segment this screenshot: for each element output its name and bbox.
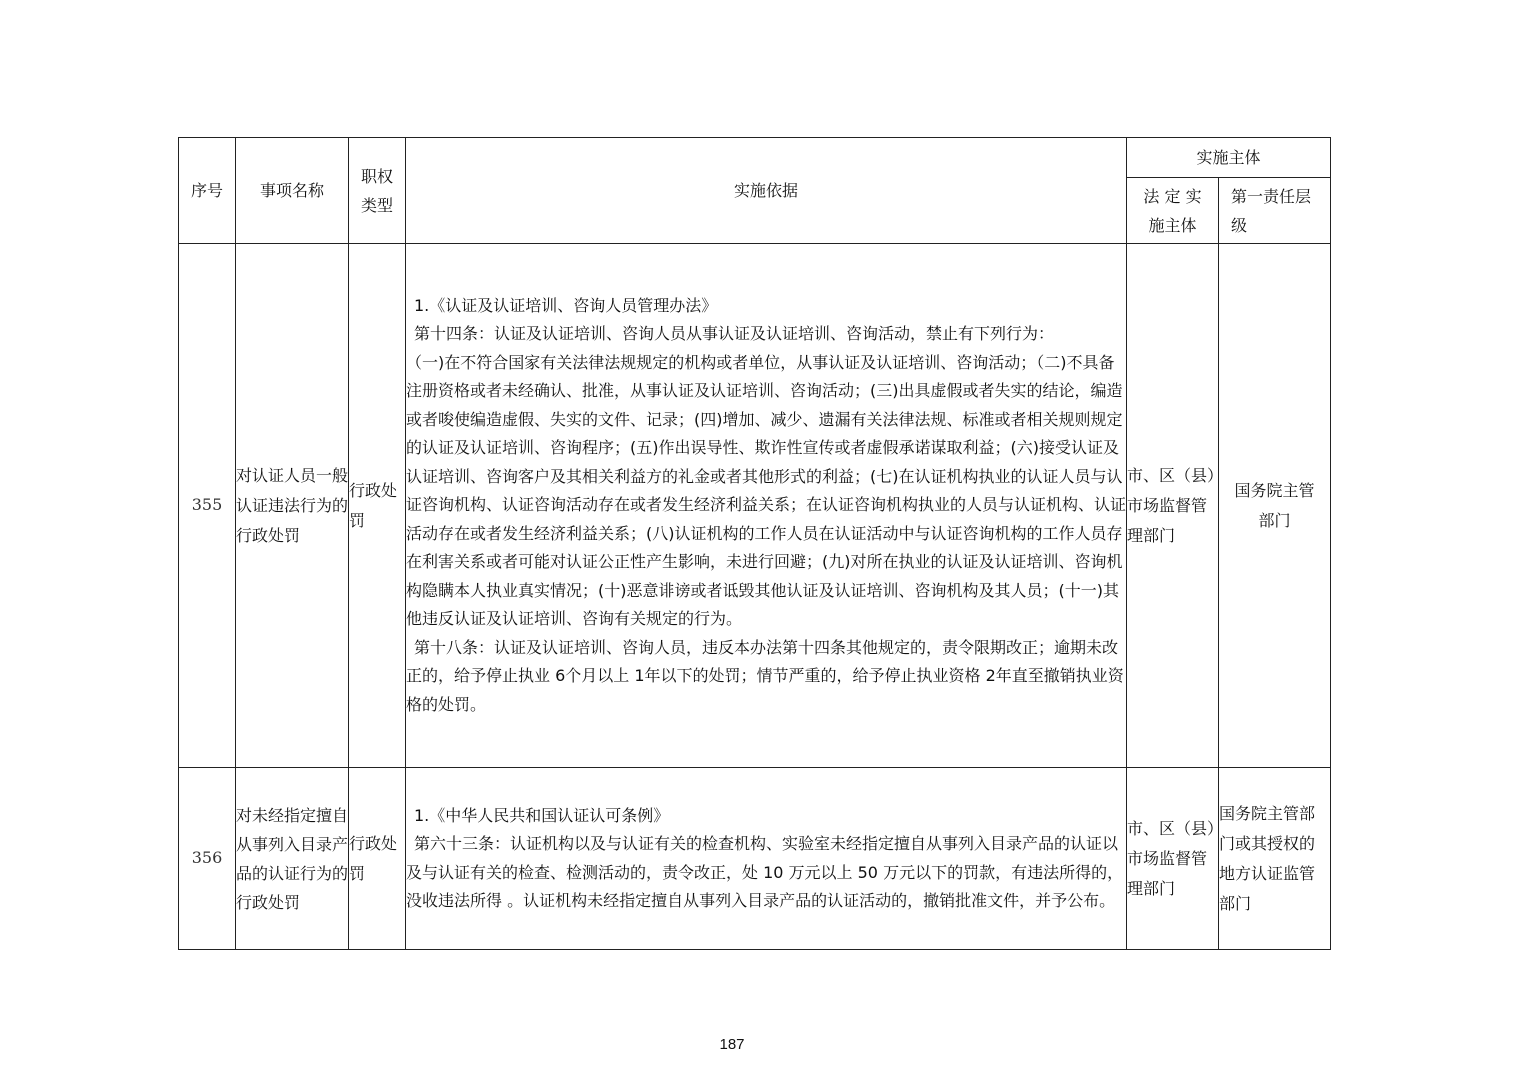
page-number: 187 [719,1036,745,1053]
basis-text: 第十八条：认证及认证培训、咨询人员，违反本办法第十四条其他规定的，责令限期改正；逾期未改正的，给予停止执业 6个月以上 1年以下的处罚；情节严重的，给予停止执业资格 2年直至撤销执业资格的处罚。 [406,637,1124,714]
row-basis [406,244,1127,768]
header-type: 职权类型 [349,138,406,244]
row-seq: 356 [179,768,236,950]
row-type: 行政处罚 [349,244,406,768]
basis-text: （一)在不符合国家有关法律法规规定的机构或者单位，从事认证及认证培训、咨询活动；（二)不具备注册资格或者未经确认、批准，从事认证及认证培训、咨询活动；(三)出具虚假或者失实的结论，编造或者唆使编造虚假、失实的文件、记录；(四)增加、减少、遗漏有关法律法规、标准或者相关规则规定的认证及认证培训、咨询程序；(五)作出误导性、欺诈性宣传或者虚假承诺谋取利益；(六)接受认证及认证培训、咨询客户及其相关利益方的礼金或者其他形式的利益；(七)在认证机构执业的认证人员与认证咨询机构、认证咨询活动存在或者发生经济利益关系；在认证咨询机构执业的人员与认证机构、认证活动存在或者发生经济利益关系；(八)认证机构的工作人员在认证活动中与认证咨询机构的工作人员存在利害关系或者可能对认证公正性产生影响，未进行回避；(九)对所在执业的认证及认证培训、咨询机构隐瞒本人执业真实情况；(十)恶意诽谤或者诋毁其他认证及认证培训、咨询机构及其人员；(十一)其他违反认证及认证培训、咨询有关规定的行为。 [406,352,1127,629]
header-legal-subject: 法 定 实施主体 [1127,178,1219,244]
row-seq: 355 [179,244,236,768]
header-subject: 实施主体 [1127,138,1331,178]
header-name: 事项名称 [236,138,349,244]
row-name: 对未经指定擅自从事列入目录产品的认证行为的行政处罚 [236,768,349,950]
authority-table [178,137,1331,950]
basis-text: 第十四条：认证及认证培训、咨询人员从事认证及认证培训、咨询活动，禁止有下列行为： [414,324,1055,344]
row-legal-subject: 市、区（县）市场监督管理部门 [1127,768,1219,950]
table-row [179,244,1331,768]
header-first-level: 第一责任层级 [1219,178,1331,244]
header-seq: 序号 [179,138,236,244]
basis-title: 1.《中华人民共和国认证认可条例》 [414,805,670,825]
row-first-level: 国务院主管部门 [1219,244,1331,768]
header-basis: 实施依据 [406,138,1127,244]
row-basis [406,768,1127,950]
row-type: 行政处罚 [349,768,406,950]
row-legal-subject: 市、区（县）市场监督管理部门 [1127,244,1219,768]
table-row [179,768,1331,950]
basis-title: 1.《认证及认证培训、咨询人员管理办法》 [414,295,718,315]
row-name: 对认证人员一般认证违法行为的行政处罚 [236,244,349,768]
basis-text: 第六十三条：认证机构以及与认证有关的检查机构、实验室未经指定擅自从事列入目录产品的认证以及与认证有关的检查、检测活动的，责令改正，处 10 万元以上 50 万元以下的罚款，有违法所得的，没收违法所得 。认证机构未经指定擅自从事列入目录产品的认证活动的，撤销批准文件，并予公布。 [406,834,1124,910]
row-first-level: 国务院主管部门或其授权的地方认证监管部门 [1219,768,1331,950]
